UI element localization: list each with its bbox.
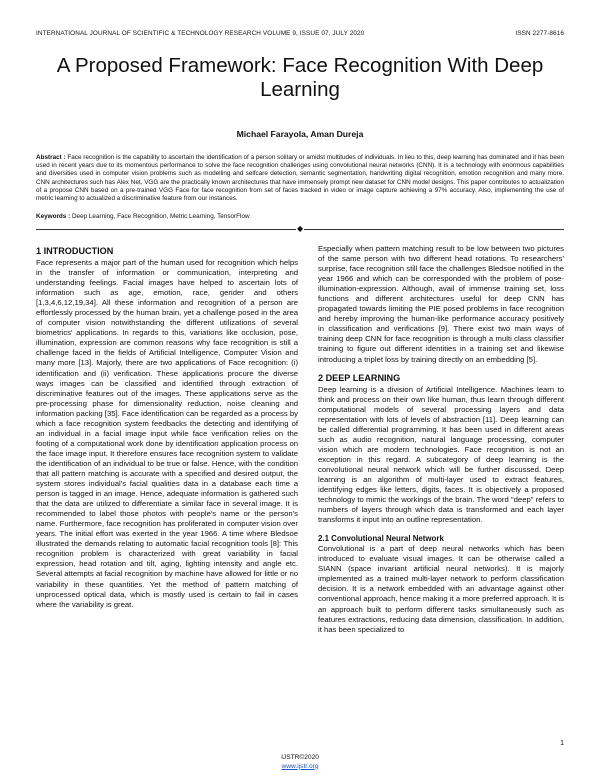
journal-name: INTERNATIONAL JOURNAL OF SCIENTIFIC & TECHNOLOGY RESEARCH VOLUME 9, ISSUE 07, JULY 2020 — [36, 30, 365, 37]
abstract-text: Face recognition is the capability to ascertain the identification of a person solitary or amidst multitudes of individuals. In lieu to this, deep learning has dominated and it has been used in recent years due to its momentous performance to solve the face recognition challenges using convolutional neural networks (CNN). It is a technology with enormous capabilities and diversities used in computer vision problems such as modelling and selfcare detection, semantic segmentation, handwriting digital recognition, emotion recognition and many more. CNN architectures such has Alex Net, VGG are the practically known architectures that have immensely prompt new dataset for CNN model designs. This paper contributes to actualization of a propose CNN based on a pre-trained VGG Face for face recognition from set of faces tracked in video or image capture achieving a 97% accuracy. Also, implementing the use of metric learning to actualized a discriminative feature from our instances. — [36, 154, 564, 203]
footer-url-link[interactable]: www.ijstr.org — [281, 762, 319, 770]
authors: Michael Farayola, Aman Dureja — [236, 129, 364, 139]
cnn-subheading: 2.1 Convolutional Neural Network — [318, 534, 444, 544]
running-header — [36, 30, 564, 37]
cnn-paragraph: Convolutional is a part of deep neural networks which has been introduced to evaluate visual images. It can be otherwise called a SIANN (space invariant artificial neural networks). It is majorly implemented as a trained multi-layer network to perform classification decision. It is a network embedded with an advantage against other conventional approach, hence making it a more preferred approach. It is an approach built to perform different tasks simultaneously such as features extractions, reducing data dimension, classification. In addition, it has been specialized to — [318, 544, 564, 634]
page-footer — [0, 754, 600, 771]
issn: ISSN 2277-8616 — [515, 30, 564, 37]
deep-learning-heading: 2 DEEP LEARNING — [318, 372, 401, 383]
introduction-heading: 1 INTRODUCTION — [36, 246, 114, 256]
deep-learning-paragraph: Deep learning is a division of Artificial Intelligence. Machines learn to think and process on their own like human, thus learn through different computational models of several processing layers and data representation with lots of levels of abstraction [11]. Deep learning can be called differential programming. It has been used in different areas such as audio recognition, natural language processing, computer vision which are modern technologies. Face recognition is not an exception in this regard. A subcategory of deep learning is the convolutional neural network which will be further discussed. Deep learning is an algorithm of multi-layer used to extract features, identifying edges like letters, digits, faces. It is objectively a proposed technology to mimic the workings of the brain. The word "deep" refers to numbers of layers through which data is transformed and each layer transforms it input into an outline representation. — [318, 384, 564, 525]
divider-diamond-icon: ◆ — [297, 224, 304, 233]
page-number: 1 — [560, 740, 564, 747]
abstract — [36, 154, 564, 203]
keywords — [36, 213, 564, 220]
keywords-text: Deep Learning, Face Recognition, Metric Learning, TensorFlow — [70, 213, 250, 220]
footer-copyright: IJSTR©2020 — [281, 754, 319, 761]
right-column — [318, 244, 564, 635]
left-column — [36, 246, 298, 610]
keywords-label: Keywords : — [36, 213, 71, 220]
abstract-label: Abstract : — [36, 154, 66, 161]
continued-paragraph: Especially when pattern matching result to be low between two pictures of the same person with two different head rotations. To researchers' surprise, face recognition still face the challenges Bledsoe notified in the year 1966 and which can be corresponded with the problem of pose-illumination-expression. Although, avail of immense training set, loss functions and different architectures useful for deep CNN has propagated towards limiting the PIE posed problems in face recognition and hereby improving the human-like performance accuracy positively in classification and verifications [9]. There exist two main ways of training deep CNN for face recognition is through a multi class classifier training to figure out different identities in a training set and likewise introducing a triplet loss by training directly on an embedding [5]. — [318, 244, 564, 364]
introduction-paragraph: Face represents a major part of the human used for recognition which helps in the transfer of information or communication, interpreting and understanding feelings. Facial images have helped to ascertain lots of information such as age, emotion, race, gender and others [1,3,4,6,12,19,34]. All these information and recognition of a person are effortlessly processed by the human brain, yet a challenge posed in the area of computer vision notwithstanding the different utilizations of several biometrics' applications. In regards to this, variations like occlusion, pose, illumination, expression are common reasons why face recognition is still a challenge faced in the fields of Artificial Intelligence, Computer Vision and many more [13]. Majorly, there are two applications of Face recognition: (i) identification and (ii) verification. These applications procure the diverse ways images can be classified and identified through extraction of discriminative features out of the images. These applications serve as the pre-processing phase for dimensionality reduction, noise cleaning and information packing [35]. Face identification can be regarded as a process by which a face recognition system feedbacks the detecting and identifying of an individual in a facial image input while face verification relies on the footing of a computational work done by identification application process on the face image input. It therefore ensures face recognition system to validate the identification of an individual to be true or false. Hence, with the condition that all pattern matching is accurate with a specified and desired output, the system stores individual's facial qualities data in a database each time a person is tagged in an image. Hence, adequate information is gathered such that the data are utilized to differentiate a similar face in several image. It is recommended to label those photos with people's name or the person's name. Furthermore, face recognition has proliferated in computer vision over years. The initial effort was exerted in the year 1966. A time where Bledsoe illustrated the demands relating to automatic facial recognition tools [8]: This recognition problem is characterized with great variability in facial expression, head rotation and tilt, aging, lighting intensity and angle etc. Several attempts at facial recognition by machine have allowed for little or no variability in these quantities. Yet the method of pattern matching of unprocessed optical data, which is mostly used is certain to fail in cases where the variability is great. — [36, 258, 298, 609]
paper-title: A Proposed Framework: Face Recognition With Deep Learning — [56, 54, 544, 101]
